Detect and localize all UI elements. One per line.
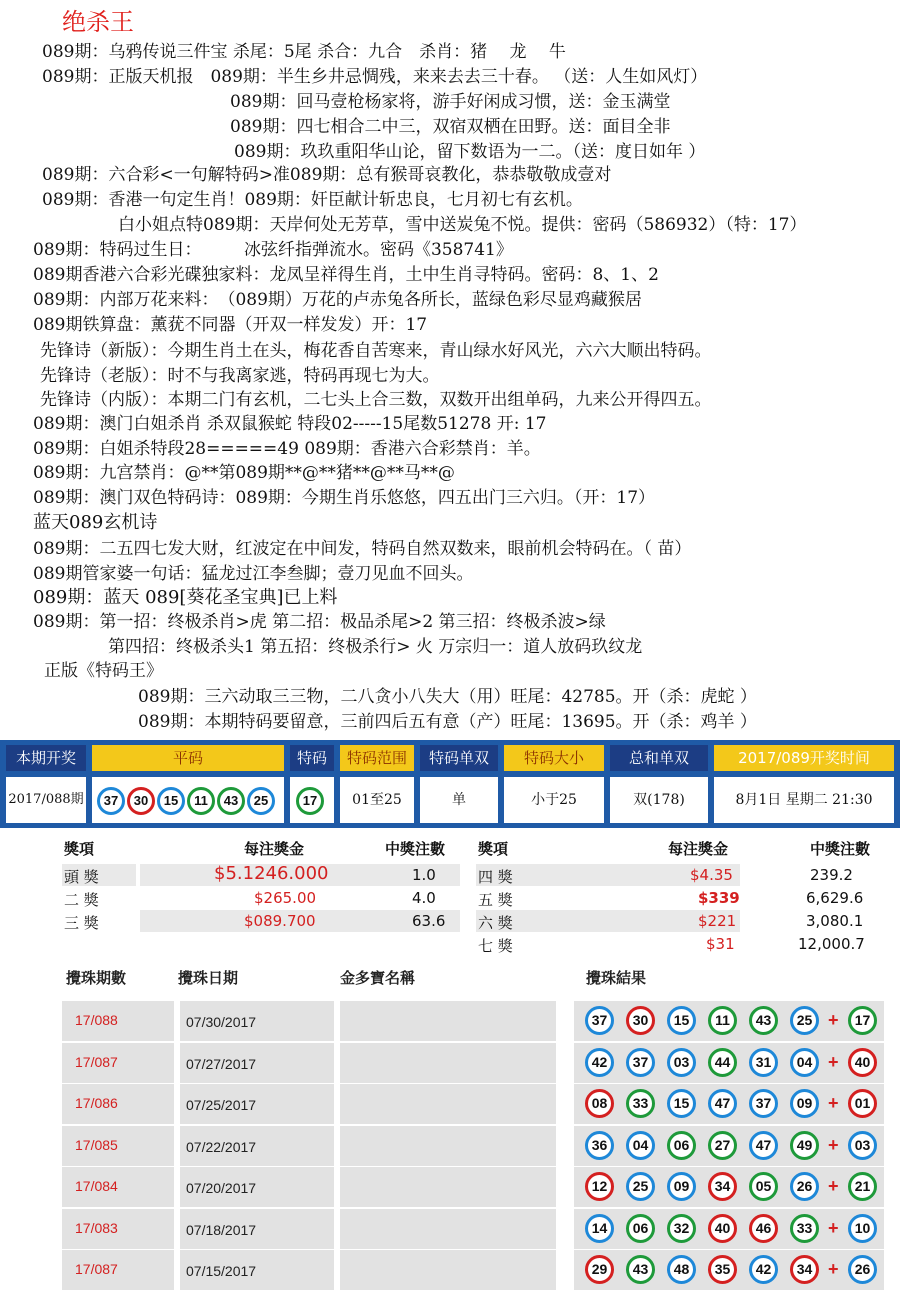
column-divider xyxy=(334,1043,340,1083)
result-ball: 25 xyxy=(626,1172,655,1201)
header-special-range: 特码范围 xyxy=(340,745,414,771)
history-issue: 17/087 xyxy=(75,1261,118,1277)
text-line: 089期：玖玖重阳华山论，留下数语为一二。（送：度日如年 ） xyxy=(234,142,706,162)
text-line: 正版《特码王》 xyxy=(44,661,163,681)
text-line: 089期：九宫禁肖：@**第089期**@**猪**@**马**@ xyxy=(33,463,455,483)
prize-count: 239.2 xyxy=(810,866,853,884)
history-header-name: 金多寶名稱 xyxy=(340,969,416,987)
result-special-ball: 01 xyxy=(848,1089,877,1118)
column-divider xyxy=(556,1250,574,1290)
text-line: 089期：三六动取三三物，二八贪小八失大（用）旺尾：42785。开（杀：虎蛇 ） xyxy=(138,687,757,707)
ball: 15 xyxy=(157,787,185,815)
header-draw-time: 2017/089开奖时间 xyxy=(714,745,894,771)
result-ball: 35 xyxy=(708,1255,737,1284)
result-ball: 30 xyxy=(626,1006,655,1035)
text-line: 先锋诗（内版）：本期二门有玄机，二七头上合三数，双数开出组单码，九来公开得四五。 xyxy=(40,390,712,410)
history-issue: 17/087 xyxy=(75,1054,118,1070)
result-ball: 40 xyxy=(708,1214,737,1243)
ball: 25 xyxy=(247,787,275,815)
column-divider xyxy=(174,1250,180,1290)
result-ball: 47 xyxy=(708,1089,737,1118)
result-ball: 48 xyxy=(667,1255,696,1284)
ball: 37 xyxy=(97,787,125,815)
result-ball: 46 xyxy=(749,1214,778,1243)
history-issue: 17/085 xyxy=(75,1137,118,1153)
plus-sign: + xyxy=(828,1176,839,1196)
result-ball: 31 xyxy=(749,1048,778,1077)
draw-time-cell: 8月1日 星期二 21:30 xyxy=(714,777,894,823)
column-divider xyxy=(174,1001,180,1041)
result-ball: 12 xyxy=(585,1172,614,1201)
plus-sign: + xyxy=(828,1259,839,1279)
column-divider xyxy=(174,1167,180,1207)
header-odd-even: 特码单双 xyxy=(420,745,498,771)
prize-name: 七 獎 xyxy=(478,937,513,955)
header-special-number: 特码 xyxy=(290,745,334,771)
result-ball: 34 xyxy=(708,1172,737,1201)
prize-amount: $31 xyxy=(706,935,735,953)
section-heading: 蓝天089玄机诗 xyxy=(33,512,158,533)
column-divider xyxy=(556,1209,574,1249)
result-ball: 03 xyxy=(667,1048,696,1077)
header-sum: 总和单双 xyxy=(610,745,708,771)
result-ball: 05 xyxy=(749,1172,778,1201)
ball: 43 xyxy=(217,787,245,815)
result-ball: 49 xyxy=(790,1131,819,1160)
result-ball: 36 xyxy=(585,1131,614,1160)
result-ball: 32 xyxy=(667,1214,696,1243)
result-ball: 42 xyxy=(749,1255,778,1284)
history-date: 07/30/2017 xyxy=(186,1014,257,1030)
history-issue: 17/086 xyxy=(75,1095,118,1111)
text-line: 089期：第一招：终极杀肖>虎 第二招：极品杀尾>2 第三招：终极杀波>绿 xyxy=(33,612,606,632)
prize-amount: $221 xyxy=(698,912,737,930)
prize-count: 6,629.6 xyxy=(806,889,864,907)
result-special-ball: 40 xyxy=(848,1048,877,1077)
column-divider xyxy=(174,1126,180,1166)
odd-even-cell: 单 xyxy=(420,777,498,823)
result-ball: 34 xyxy=(790,1255,819,1284)
result-ball: 37 xyxy=(749,1089,778,1118)
result-ball: 37 xyxy=(585,1006,614,1035)
result-ball: 33 xyxy=(626,1089,655,1118)
history-date: 07/25/2017 xyxy=(186,1097,257,1113)
text-line: 089期：蓝天 089[葵花圣宝典]已上料 xyxy=(33,587,338,608)
range-cell: 01至25 xyxy=(340,777,414,823)
prize-name: 四 獎 xyxy=(478,868,513,886)
result-ball: 11 xyxy=(708,1006,737,1035)
result-ball: 14 xyxy=(585,1214,614,1243)
prize-name: 六 獎 xyxy=(478,914,513,932)
text-line: 089期管家婆一句话：猛龙过江李叁脚；壹刀见血不回头。 xyxy=(33,564,474,584)
column-divider xyxy=(556,1001,574,1041)
column-divider xyxy=(174,1084,180,1124)
prize-count: 1.0 xyxy=(412,866,436,884)
issue-cell: 2017/088期 xyxy=(6,777,86,823)
text-line: 089期：二五四七发大财，红波定在中间发，特码自然双数来，眼前机会特码在。（ 苗） xyxy=(33,539,692,559)
history-date: 07/15/2017 xyxy=(186,1263,257,1279)
result-ball: 42 xyxy=(585,1048,614,1077)
result-ball: 06 xyxy=(667,1131,696,1160)
sum-cell: 双(178) xyxy=(610,777,708,823)
size-cell: 小于25 xyxy=(504,777,604,823)
result-ball: 25 xyxy=(790,1006,819,1035)
prize-count: 63.6 xyxy=(412,912,446,930)
text-line: 089期：澳门白姐杀肖 杀双鼠猴蛇 特段02-----15尾数51278 开: 17 xyxy=(33,414,547,434)
result-ball: 15 xyxy=(667,1089,696,1118)
text-line: 089期：本期特码要留意，三前四后五有意（产）旺尾：13695。开（杀：鸡羊 ） xyxy=(138,712,757,732)
column-divider xyxy=(556,1084,574,1124)
column-divider xyxy=(334,1126,340,1166)
history-date: 07/18/2017 xyxy=(186,1222,257,1238)
result-special-ball: 26 xyxy=(848,1255,877,1284)
text-line: 089期：内部万花来料： （089期）万花的卢赤兔各所长，蓝绿色彩尽显鸡藏猴居 xyxy=(33,290,642,310)
plus-sign: + xyxy=(828,1093,839,1113)
result-special-ball: 21 xyxy=(848,1172,877,1201)
prize-amount: $089.700 xyxy=(244,912,316,930)
history-date: 07/22/2017 xyxy=(186,1139,257,1155)
history-issue: 17/088 xyxy=(75,1012,118,1028)
text-line: 先锋诗（新版）：今期生肖土在头，梅花香自苦寒来，青山绿水好风光，六六大顺出特码。 xyxy=(40,341,712,361)
prize-amount: $265.00 xyxy=(254,889,317,907)
prize-amount: $4.35 xyxy=(690,866,733,884)
prize-header-name: 獎項 xyxy=(64,840,95,858)
text-line: 089期：六合彩<一句解特码>准089期：总有猴哥哀教化，恭恭敬敬成壹对 xyxy=(42,165,612,185)
history-issue: 17/083 xyxy=(75,1220,118,1236)
prize-amount: $339 xyxy=(698,889,740,907)
result-ball: 06 xyxy=(626,1214,655,1243)
special-ball: 17 xyxy=(296,787,324,815)
special-number-cell xyxy=(290,777,334,823)
result-ball: 09 xyxy=(667,1172,696,1201)
history-date: 07/20/2017 xyxy=(186,1180,257,1196)
result-ball: 43 xyxy=(626,1255,655,1284)
result-special-ball: 10 xyxy=(848,1214,877,1243)
result-ball: 37 xyxy=(626,1048,655,1077)
result-ball: 29 xyxy=(585,1255,614,1284)
column-divider xyxy=(334,1167,340,1207)
header-size: 特码大小 xyxy=(504,745,604,771)
header-regular-numbers: 平码 xyxy=(92,745,284,771)
result-ball: 04 xyxy=(790,1048,819,1077)
column-divider xyxy=(556,1126,574,1166)
history-header-result: 攪珠結果 xyxy=(586,969,647,987)
column-divider xyxy=(174,1209,180,1249)
text-line: 089期：回马壹枪杨家将，游手好闲成习惯，送：金玉满堂 xyxy=(230,92,671,112)
column-divider xyxy=(556,1043,574,1083)
result-ball: 27 xyxy=(708,1131,737,1160)
plus-sign: + xyxy=(828,1052,839,1072)
result-ball: 43 xyxy=(749,1006,778,1035)
result-ball: 44 xyxy=(708,1048,737,1077)
prize-header-amount: 每注獎金 xyxy=(244,840,305,858)
text-line: 白小姐点特089期：天岸何处无芳草，雪中送炭兔不悦。提供：密码（586932）（特：17） xyxy=(118,215,807,235)
result-ball: 04 xyxy=(626,1131,655,1160)
column-divider xyxy=(334,1209,340,1249)
prize-name: 三 獎 xyxy=(64,914,99,932)
result-special-ball: 17 xyxy=(848,1006,877,1035)
text-line: 089期铁算盘：薰莸不同器（开双一样发发）开：17 xyxy=(33,315,428,335)
prize-name: 二 獎 xyxy=(64,891,99,909)
prize-count: 3,080.1 xyxy=(806,912,864,930)
result-ball: 09 xyxy=(790,1089,819,1118)
text-line: 089期：澳门双色特码诗：089期：今期生肖乐悠悠，四五出门三六归。（开：17） xyxy=(33,488,656,508)
text-line: 089期：香港一句定生肖！089期：奸臣献计斩忠良，七月初七有玄机。 xyxy=(42,190,583,210)
prize-header-count: 中獎注數 xyxy=(385,840,446,858)
text-line: 先锋诗（老版）：时不与我离家逃，特码再现七为大。 xyxy=(40,366,440,386)
column-divider xyxy=(556,1167,574,1207)
header-current-draw: 本期开奖 xyxy=(6,745,86,771)
prize-name: 頭 獎 xyxy=(64,868,99,886)
text-line: 089期：四七相合二中三，双宿双栖在田野。送：面目全非 xyxy=(230,117,671,137)
plus-sign: + xyxy=(828,1010,839,1030)
ball: 30 xyxy=(127,787,155,815)
history-header-issue: 攪珠期數 xyxy=(66,969,127,987)
prize-header-name: 獎項 xyxy=(478,840,509,858)
text-line: 089期：白姐杀特段28=====49 089期：香港六合彩禁肖：羊。 xyxy=(33,439,541,459)
text-line: 089期：正版天机报 089期：半生乡井忌惆残，来来去去三十春。 （送：人生如风灯） xyxy=(42,67,708,87)
history-header-date: 攪珠日期 xyxy=(178,969,239,987)
plus-sign: + xyxy=(828,1218,839,1238)
result-special-ball: 03 xyxy=(848,1131,877,1160)
column-divider xyxy=(334,1084,340,1124)
prize-count: 4.0 xyxy=(412,889,436,907)
prize-name: 五 獎 xyxy=(478,891,513,909)
result-ball: 47 xyxy=(749,1131,778,1160)
column-divider xyxy=(174,1043,180,1083)
page-title: 绝杀王 xyxy=(62,8,134,36)
regular-numbers-cell xyxy=(92,777,284,823)
plus-sign: + xyxy=(828,1135,839,1155)
history-issue: 17/084 xyxy=(75,1178,118,1194)
result-ball: 26 xyxy=(790,1172,819,1201)
column-divider xyxy=(334,1001,340,1041)
prize-count: 12,000.7 xyxy=(798,935,865,953)
text-line: 第四招：终极杀头1 第五招：终极杀行> 火 万宗归一：道人放码玖纹龙 xyxy=(108,637,643,657)
ball: 11 xyxy=(187,787,215,815)
prize-header-count: 中獎注數 xyxy=(810,840,871,858)
prize-amount: $5.1246.000 xyxy=(214,863,329,884)
history-date: 07/27/2017 xyxy=(186,1056,257,1072)
prize-header-amount: 每注獎金 xyxy=(668,840,729,858)
text-line: 089期：乌鸦传说三件宝 杀尾：5尾 杀合：九合 杀肖：猪 龙 牛 xyxy=(42,42,566,62)
column-divider xyxy=(334,1250,340,1290)
text-line: 089期香港六合彩光碟独家料：龙凤呈祥得生肖，土中生肖寻特码。密码：8、1、2 xyxy=(33,265,659,285)
result-ball: 15 xyxy=(667,1006,696,1035)
text-line: 089期：特码过生日： 冰弦纤指弹流水。密码《358741》 xyxy=(33,240,513,260)
result-ball: 33 xyxy=(790,1214,819,1243)
result-ball: 08 xyxy=(585,1089,614,1118)
